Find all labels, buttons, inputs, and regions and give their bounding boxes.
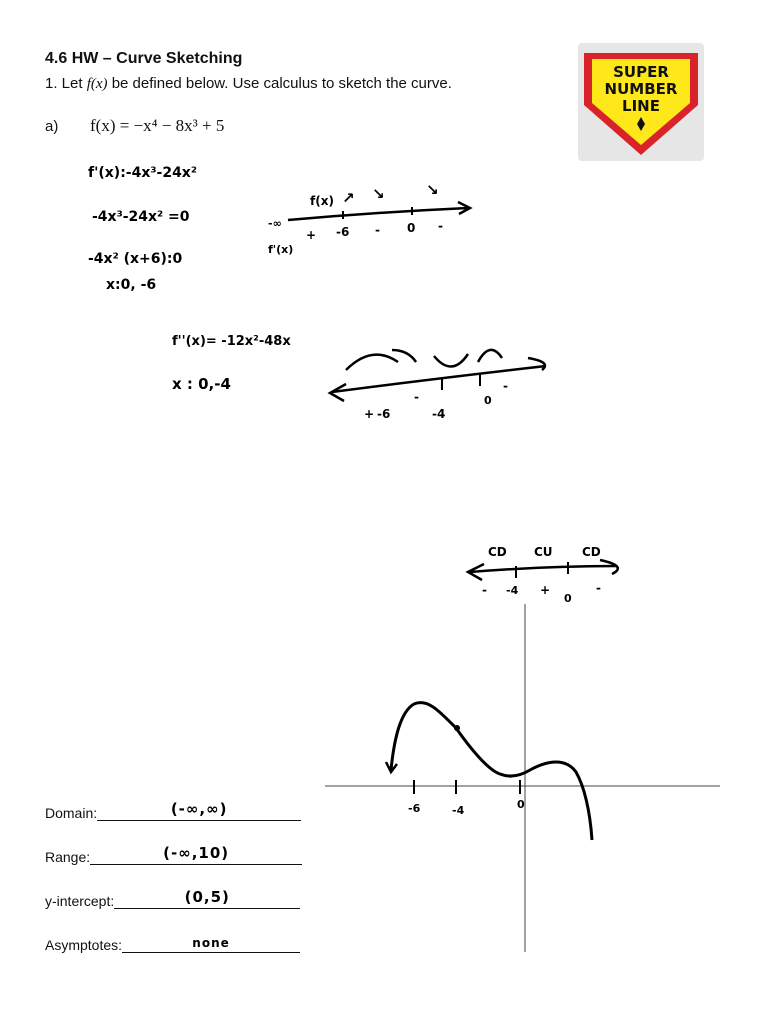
tick-label-0: 0 <box>517 798 525 811</box>
inflection-dot <box>454 725 460 731</box>
range-label: Range: <box>45 849 91 865</box>
sign-3: - <box>375 223 380 237</box>
coordinate-axes <box>325 604 720 952</box>
nl2-mark-6: - <box>503 379 508 393</box>
nl3-sign-3: + <box>540 583 551 597</box>
logo-line-3: LINE <box>622 97 660 115</box>
asymptotes-answer-field[interactable] <box>122 934 300 953</box>
asymptotes-question <box>45 934 300 953</box>
decreasing-arrow-icon: ↘ <box>372 185 385 203</box>
concavity-number-line <box>468 545 618 605</box>
y-intercept-answer-field[interactable] <box>114 890 300 909</box>
y-intercept-answer: (0,5) <box>184 888 230 906</box>
part-label: a) <box>45 118 59 135</box>
second-derivative: f''(x)= -12x²-48x <box>172 334 291 349</box>
inflection-points: x : 0,-4 <box>172 375 231 393</box>
nl3-label-3: CD <box>582 545 601 559</box>
range-answer-field[interactable] <box>90 846 302 865</box>
tick-label-neg4: -4 <box>452 804 465 817</box>
logo-line-2: NUMBER <box>604 80 678 98</box>
range-answer: (-∞,10) <box>163 844 230 862</box>
instruction-prefix: 1. Let <box>45 75 83 92</box>
nl3-sign-5: - <box>596 581 601 595</box>
factored-derivative: -4x² (x+6):0 <box>88 251 183 267</box>
domain-answer: (-∞,∞) <box>170 800 228 818</box>
sign-5: - <box>438 219 443 233</box>
neg-infinity: -∞ <box>268 217 282 230</box>
nl2-mark-4: -4 <box>432 407 446 421</box>
nl2-mark-1: + <box>364 407 375 421</box>
domain-answer-field[interactable] <box>97 802 301 821</box>
sign-1: + <box>306 228 317 242</box>
y-intercept-question <box>45 890 300 909</box>
page-title: 4.6 HW – Curve Sketching <box>45 50 243 67</box>
nl2-mark-2: -6 <box>377 407 391 421</box>
nl2-mark-3: - <box>414 390 419 404</box>
second-derivative-number-line <box>330 350 546 421</box>
asymptotes-label: Asymptotes: <box>45 937 123 953</box>
domain-label: Domain: <box>45 805 98 821</box>
instruction-fx: f(x) <box>86 76 108 92</box>
fprime-label: f'(x) <box>268 243 294 256</box>
domain-question <box>45 802 301 821</box>
set-equal-zero: -4x³-24x² =0 <box>92 209 190 225</box>
range-question <box>45 846 302 865</box>
increasing-arrow-icon: ↗ <box>342 189 355 207</box>
critical-points: x:0, -6 <box>106 277 157 293</box>
first-derivative: f'(x):-4x³-24x² <box>88 165 197 181</box>
tick-label-neg6: -6 <box>408 802 421 815</box>
logo-line-1: SUPER <box>613 63 669 81</box>
nl3-sign-2: -4 <box>506 584 519 597</box>
asymptotes-answer: none <box>192 936 230 950</box>
y-intercept-label: y-intercept: <box>45 893 115 909</box>
fx-label: f(x) <box>310 194 334 208</box>
nl3-label-2: CU <box>534 545 553 559</box>
nl2-mark-5: 0 <box>484 394 492 407</box>
nl3-label-1: CD <box>488 545 507 559</box>
first-derivative-number-line <box>268 181 470 256</box>
sketched-curve <box>391 703 592 840</box>
function-definition: f(x) = −x⁴ − 8x³ + 5 <box>90 116 225 135</box>
nl3-sign-4: 0 <box>564 592 572 605</box>
decreasing-arrow-icon-2: ↘ <box>426 181 439 199</box>
instruction-suffix: be defined below. Use calculus to sketch the curve. <box>111 75 452 92</box>
nl3-sign-1: - <box>482 583 487 597</box>
sign-2: -6 <box>336 225 350 239</box>
sign-4: 0 <box>407 221 416 235</box>
